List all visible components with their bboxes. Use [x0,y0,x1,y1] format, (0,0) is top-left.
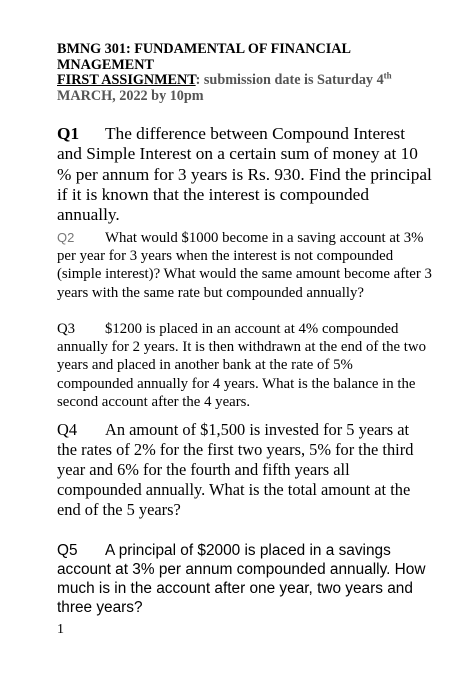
question-1 [57,124,432,225]
question-number: Q5 [57,542,78,559]
question-number: Q3 [57,321,76,337]
question-text: $1200 is placed in an account at 4% compounded annually for 2 years. It is then withdrawn at the end of the two years and placed in another bank at the rate of 5% compounded annually for 4 years. What is the balance in the second account after the 4 years. [57,321,426,410]
question-number: Q2 [57,230,75,245]
question-4 [57,420,432,520]
date-superscript: th [383,70,392,81]
assignment-header [57,42,447,104]
submission-date: MARCH, 2022 by 10pm [57,87,204,104]
course-title-line1: BMNG 301: FUNDAMENTAL OF FINANCIAL [57,41,351,57]
question-3 [57,320,432,411]
submission-text: : submission date is Saturday 4 [195,72,384,89]
question-5 [57,541,437,617]
page-number: 1 [57,622,64,637]
assignment-label: FIRST ASSIGNMENT [57,72,196,89]
question-2 [57,229,432,302]
course-title-line2: MNAGEMENT [57,56,154,73]
question-text: What would $1000 become in a saving account at 3% per year for 3 years when the interest is not compounded (simple interest)? What would the same amount become after 3 years with the same rate but compounded annually? [57,230,432,301]
question-text: A principal of $2000 is placed in a savings account at 3% per annum compounded annually. How much is in the account after one year, two years and three years? [57,542,426,616]
submission-line [57,70,447,89]
question-number: Q1 [57,124,80,143]
question-text: An amount of $1,500 is invested for 5 years at the rates of 2% for the first two years, 5% for the third year and 6% for the fourth and fifth years all compounded annually. What is the total amount at the end of the 5 years? [57,420,414,520]
question-text: The difference between Compound Interest and Simple Interest on a certain sum of money at 10 % per annum for 3 years is Rs. 930. Find the principal if it is known that the interest is compounded annually. [57,124,432,225]
question-number: Q4 [57,420,78,439]
